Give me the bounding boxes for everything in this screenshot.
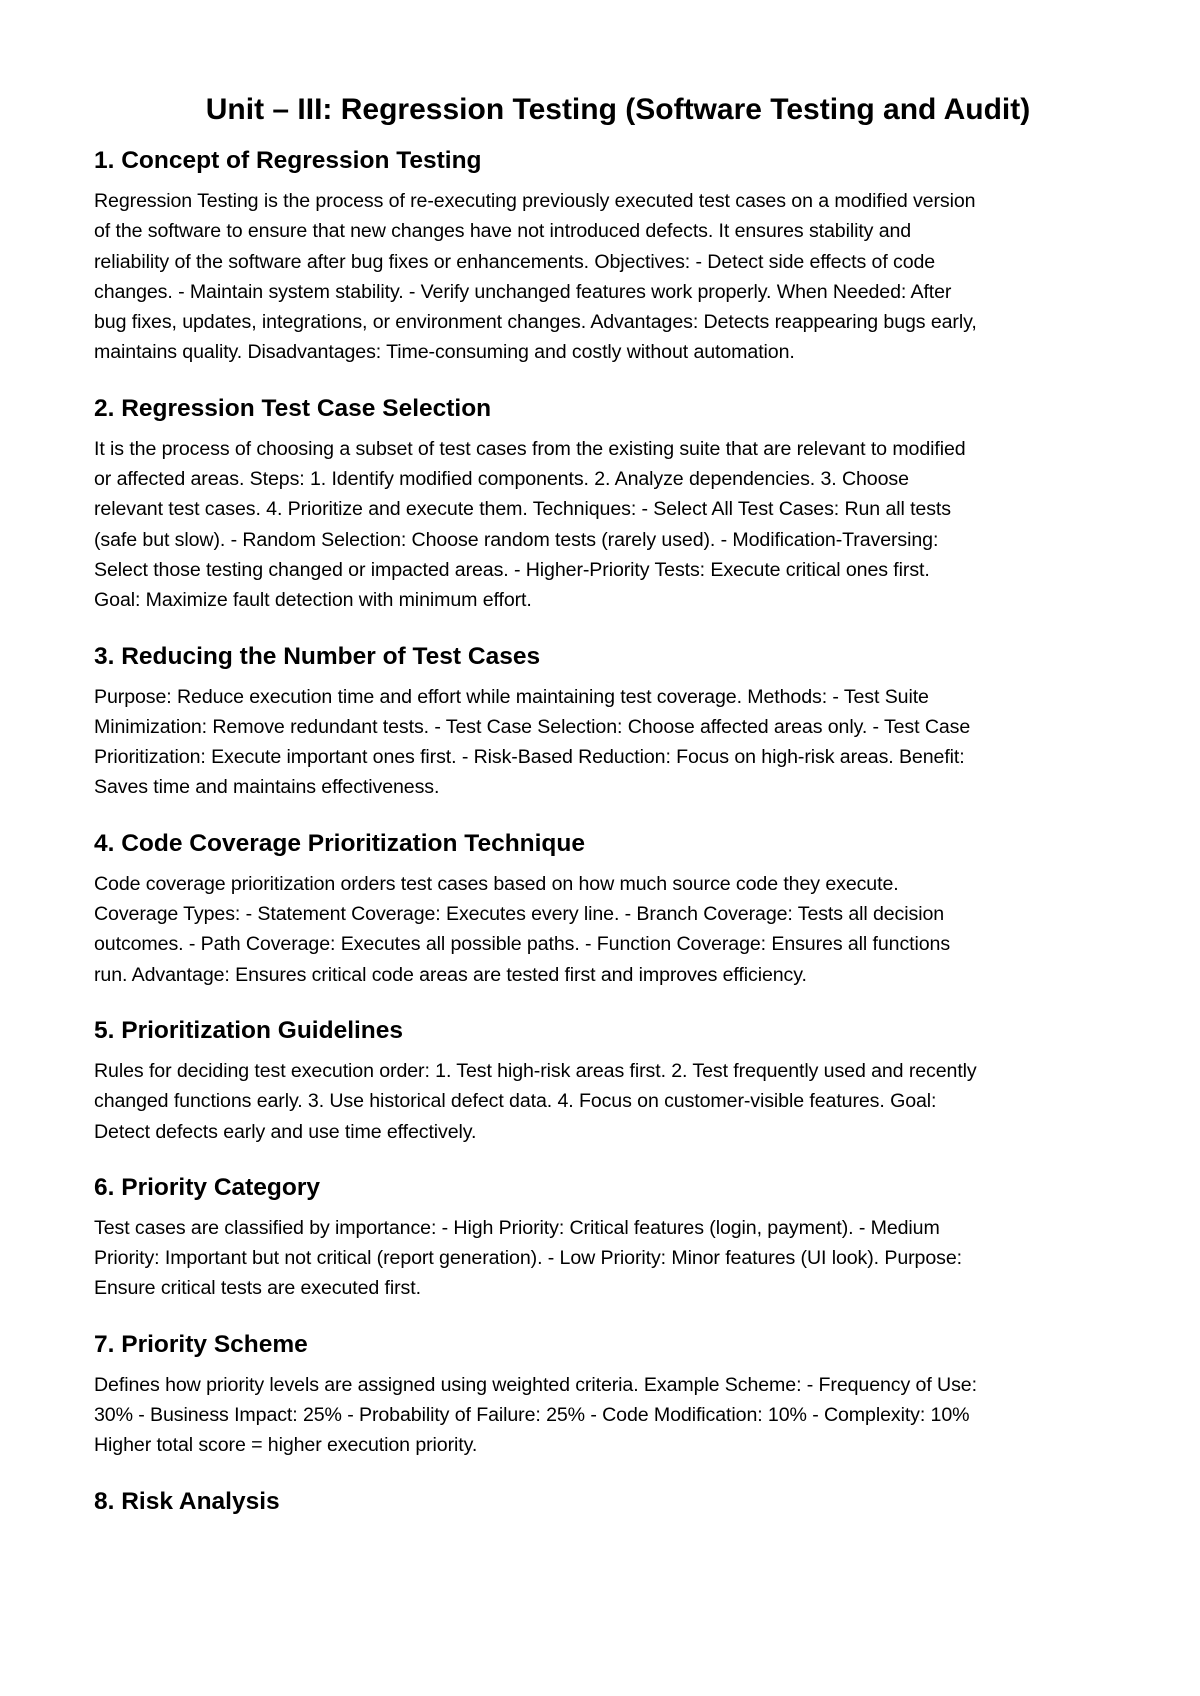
section-body: Regression Testing is the process of re-executing previously executed test cases on a modified version of the software to ensure that new changes have not introduced defects. It ensures stability and reliability of the software after bug fixes or enhancements. Objectives: - Detect side effects of code changes. - Maintain system stability. - Verify unchanged features work properly. When Needed: After bug fixes, updates, integrations, or environment changes. Advantages: Detects reappearing bugs early, maintains quality. Disadvantages: Time-consuming and costly without automation.: [94, 190, 977, 364]
section-heading: 1. Concept of Regression Testing: [94, 147, 482, 174]
section-reducing-number-of-test-cases: [94, 642, 1114, 803]
section-regression-test-case-selection: [94, 394, 1114, 616]
document-title: Unit – III: Regression Testing (Software Testing and Audit): [205, 93, 1031, 126]
section-risk-analysis: [94, 1487, 1114, 1517]
section-body: Purpose: Reduce execution time and effort while maintaining test coverage. Methods: - Test Suite Minimization: Remove redundant tests. - Test Case Selection: Choose affected areas only. - Test Case Prioritization: Execute important ones first. - Risk-Based Reduction: Focus on high-risk areas. Benefit: Saves time and maintains effectiveness.: [94, 685, 971, 799]
section-body: It is the process of choosing a subset of test cases from the existing suite that are relevant to modified or affected areas. Steps: 1. Identify modified components. 2. Analyze dependencies. 3. Choose relevant test cases. 4. Prioritize and execute them. Techniques: - Select All Test Cases: Run all tests (safe but slow). - Random Selection: Choose random tests (rarely used). - Modification-Traversing: Select those testing changed or impacted areas. - Higher-Priority Tests: Execute critical ones first. Goal: Maximize fault detection with minimum effort.: [94, 437, 966, 612]
section-body: Rules for deciding test execution order: 1. Test high-risk areas first. 2. Test frequently used and recently changed functions early. 3. Use historical defect data. 4. Focus on customer-visible features. Goal: Detect defects early and use time effectively.: [94, 1059, 977, 1143]
section-body: Test cases are classified by importance: - High Priority: Critical features (login, payment). - Medium Priority: Important but not critical (report generation). - Low Priority: Minor features (UI look). Purpose: Ensure critical tests are executed first.: [94, 1216, 962, 1300]
section-body: Code coverage prioritization orders test cases based on how much source code they execute. Coverage Types: - Statement Coverage: Executes every line. - Branch Coverage: Tests all decision outcomes. - Path Coverage: Executes all possible paths. - Function Coverage: Ensures all functions run. Advantage: Ensures critical code areas are tested first and improves efficiency.: [94, 872, 951, 986]
section-body: Defines how priority levels are assigned using weighted criteria. Example Scheme: - Frequency of Use: 30% - Business Impact: 25% - Probability of Failure: 25% - Code Modification: 10% - Complexity: 10% Higher total score = higher execution priority.: [94, 1373, 977, 1457]
section-heading: 2. Regression Test Case Selection: [94, 394, 492, 422]
section-code-coverage-prioritization: [94, 829, 1114, 990]
section-heading: 8. Risk Analysis: [94, 1487, 280, 1515]
section-prioritization-guidelines: [94, 1016, 1114, 1147]
section-heading: 3. Reducing the Number of Test Cases: [94, 642, 541, 670]
section-priority-category: [94, 1173, 1114, 1304]
section-heading: 5. Prioritization Guidelines: [94, 1016, 404, 1044]
document-page: [94, 92, 1114, 1527]
section-heading: 7. Priority Scheme: [94, 1330, 308, 1358]
section-concept-of-regression-testing: [94, 146, 1114, 368]
section-heading: 4. Code Coverage Prioritization Technique: [94, 829, 585, 857]
section-heading: 6. Priority Category: [94, 1173, 321, 1201]
section-priority-scheme: [94, 1330, 1114, 1461]
